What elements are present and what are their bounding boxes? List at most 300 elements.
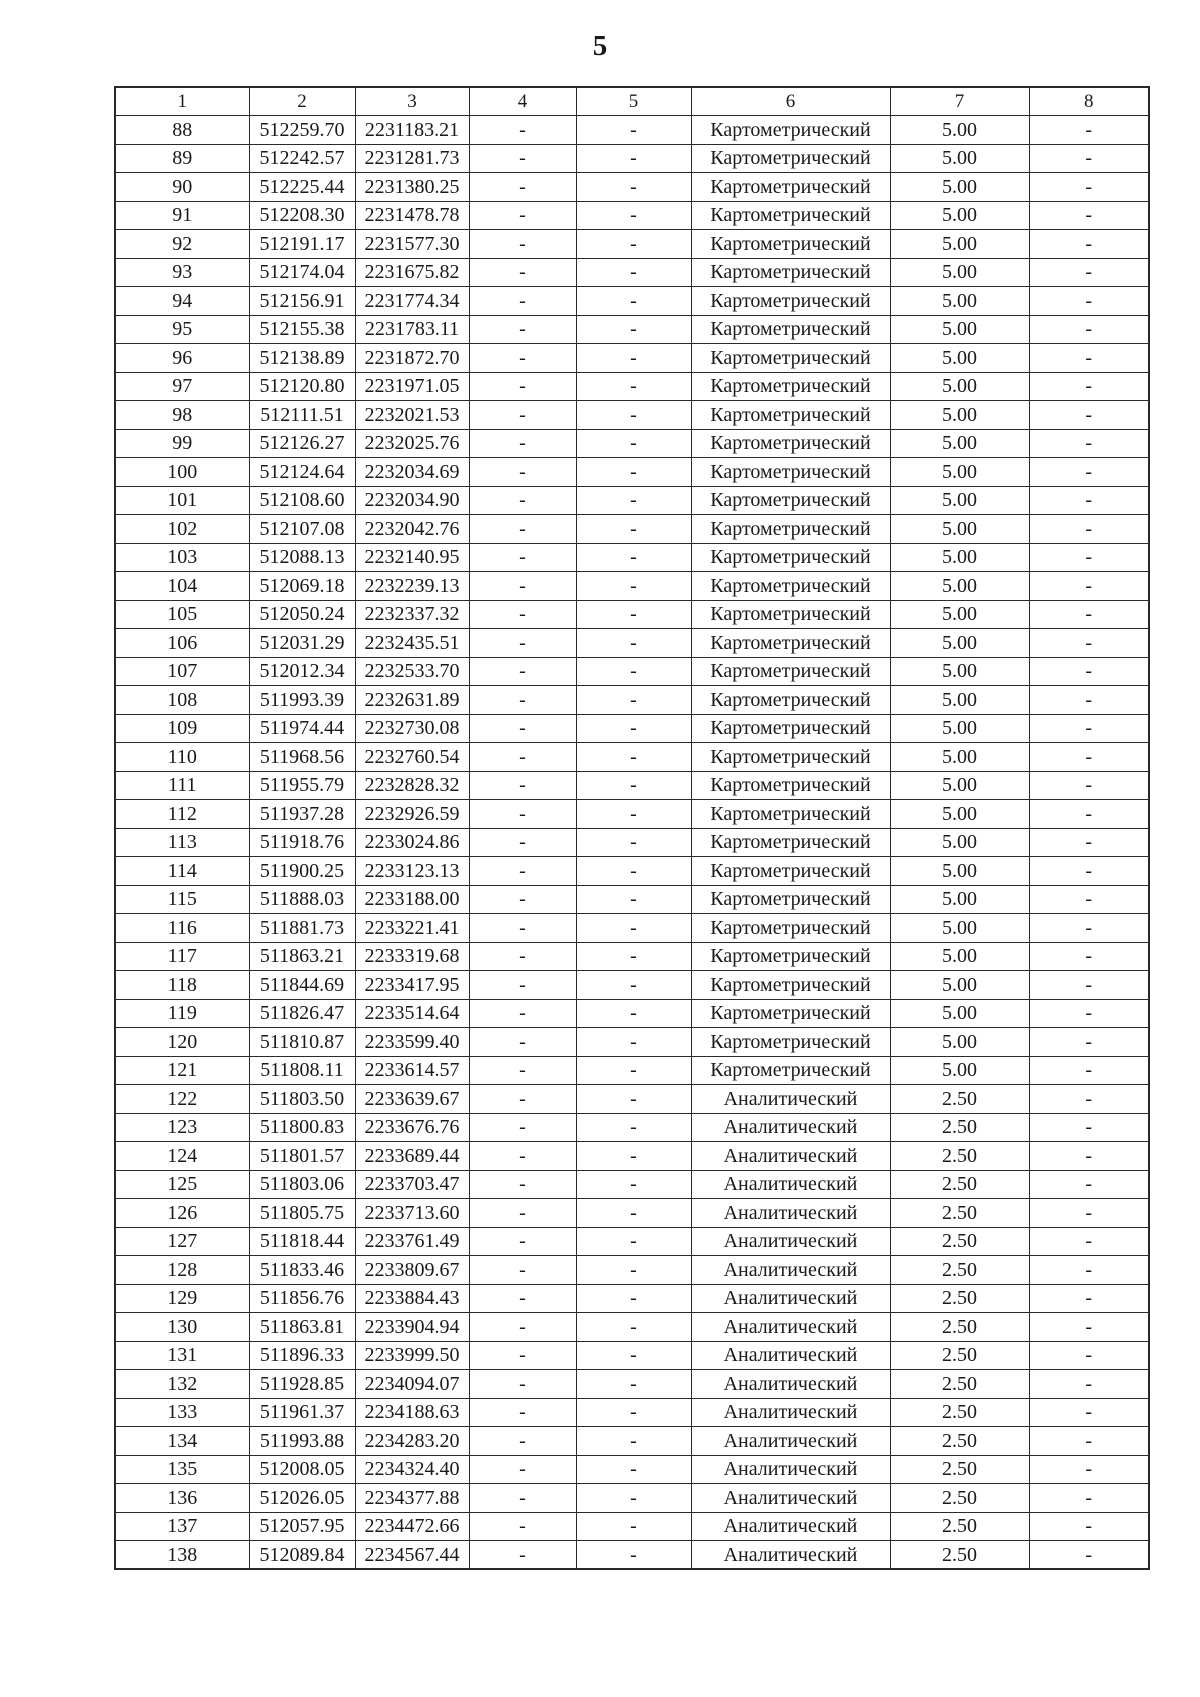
method-cell: Картометрический [691,657,890,686]
accuracy-cell: 2.50 [890,1341,1029,1370]
column-5-cell: - [576,1341,691,1370]
column-8-cell: - [1029,1085,1149,1114]
y-coordinate-cell: 2234324.40 [355,1455,469,1484]
y-coordinate-cell: 2232034.90 [355,486,469,515]
accuracy-cell: 2.50 [890,1284,1029,1313]
column-4-cell: - [469,543,576,572]
column-header: 2 [249,87,355,116]
accuracy-cell: 2.50 [890,1541,1029,1570]
column-5-cell: - [576,1541,691,1570]
y-coordinate-cell: 2233024.86 [355,828,469,857]
column-4-cell: - [469,714,576,743]
column-8-cell: - [1029,1541,1149,1570]
column-8-cell: - [1029,1398,1149,1427]
x-coordinate-cell: 511844.69 [249,971,355,1000]
x-coordinate-cell: 511826.47 [249,999,355,1028]
table-row [115,1142,1149,1171]
y-coordinate-cell: 2233904.94 [355,1313,469,1342]
table-row [115,1455,1149,1484]
method-cell: Картометрический [691,629,890,658]
column-8-cell: - [1029,771,1149,800]
y-coordinate-cell: 2233417.95 [355,971,469,1000]
column-5-cell: - [576,258,691,287]
accuracy-cell: 2.50 [890,1085,1029,1114]
accuracy-cell: 5.00 [890,258,1029,287]
x-coordinate-cell: 511937.28 [249,800,355,829]
table-row [115,1199,1149,1228]
column-4-cell: - [469,942,576,971]
y-coordinate-cell: 2231971.05 [355,372,469,401]
column-4-cell: - [469,1313,576,1342]
column-5-cell: - [576,1455,691,1484]
point-number-cell: 135 [115,1455,249,1484]
column-4-cell: - [469,515,576,544]
column-5-cell: - [576,543,691,572]
y-coordinate-cell: 2233319.68 [355,942,469,971]
method-cell: Картометрический [691,971,890,1000]
column-5-cell: - [576,1170,691,1199]
y-coordinate-cell: 2232533.70 [355,657,469,686]
method-cell: Картометрический [691,230,890,259]
method-cell: Картометрический [691,201,890,230]
table-row [115,828,1149,857]
column-header: 7 [890,87,1029,116]
column-8-cell: - [1029,800,1149,829]
column-4-cell: - [469,629,576,658]
table-row [115,1427,1149,1456]
accuracy-cell: 2.50 [890,1170,1029,1199]
accuracy-cell: 5.00 [890,771,1029,800]
column-8-cell: - [1029,1256,1149,1285]
accuracy-cell: 5.00 [890,287,1029,316]
column-5-cell: - [576,714,691,743]
column-5-cell: - [576,1256,691,1285]
column-8-cell: - [1029,401,1149,430]
column-5-cell: - [576,600,691,629]
column-8-cell: - [1029,344,1149,373]
column-4-cell: - [469,1085,576,1114]
point-number-cell: 94 [115,287,249,316]
method-cell: Картометрический [691,743,890,772]
method-cell: Картометрический [691,515,890,544]
x-coordinate-cell: 511800.83 [249,1113,355,1142]
column-4-cell: - [469,1113,576,1142]
point-number-cell: 91 [115,201,249,230]
method-cell: Аналитический [691,1199,890,1228]
y-coordinate-cell: 2233689.44 [355,1142,469,1171]
x-coordinate-cell: 512031.29 [249,629,355,658]
x-coordinate-cell: 511888.03 [249,885,355,914]
column-4-cell: - [469,857,576,886]
accuracy-cell: 2.50 [890,1512,1029,1541]
method-cell: Аналитический [691,1085,890,1114]
accuracy-cell: 5.00 [890,572,1029,601]
x-coordinate-cell: 512088.13 [249,543,355,572]
table-row [115,230,1149,259]
table-row [115,686,1149,715]
table-row [115,543,1149,572]
accuracy-cell: 5.00 [890,971,1029,1000]
y-coordinate-cell: 2233188.00 [355,885,469,914]
x-coordinate-cell: 512012.34 [249,657,355,686]
point-number-cell: 89 [115,144,249,173]
column-8-cell: - [1029,828,1149,857]
column-4-cell: - [469,230,576,259]
table-row [115,572,1149,601]
column-4-cell: - [469,1455,576,1484]
y-coordinate-cell: 2232631.89 [355,686,469,715]
method-cell: Картометрический [691,1028,890,1057]
column-8-cell: - [1029,999,1149,1028]
column-8-cell: - [1029,258,1149,287]
method-cell: Картометрический [691,287,890,316]
x-coordinate-cell: 511955.79 [249,771,355,800]
table-body [115,116,1149,1570]
x-coordinate-cell: 512156.91 [249,287,355,316]
column-5-cell: - [576,828,691,857]
accuracy-cell: 2.50 [890,1427,1029,1456]
accuracy-cell: 5.00 [890,686,1029,715]
column-8-cell: - [1029,857,1149,886]
method-cell: Аналитический [691,1341,890,1370]
point-number-cell: 99 [115,429,249,458]
column-5-cell: - [576,1284,691,1313]
method-cell: Аналитический [691,1113,890,1142]
method-cell: Картометрический [691,458,890,487]
column-8-cell: - [1029,1028,1149,1057]
column-4-cell: - [469,201,576,230]
y-coordinate-cell: 2231675.82 [355,258,469,287]
accuracy-cell: 5.00 [890,600,1029,629]
method-cell: Картометрический [691,800,890,829]
y-coordinate-cell: 2231281.73 [355,144,469,173]
x-coordinate-cell: 512120.80 [249,372,355,401]
column-8-cell: - [1029,515,1149,544]
y-coordinate-cell: 2232337.32 [355,600,469,629]
point-number-cell: 127 [115,1227,249,1256]
table-row [115,173,1149,202]
method-cell: Аналитический [691,1484,890,1513]
column-5-cell: - [576,942,691,971]
column-4-cell: - [469,144,576,173]
column-4-cell: - [469,344,576,373]
table-row [115,401,1149,430]
column-4-cell: - [469,686,576,715]
column-4-cell: - [469,572,576,601]
column-4-cell: - [469,458,576,487]
column-header: 4 [469,87,576,116]
column-8-cell: - [1029,885,1149,914]
accuracy-cell: 5.00 [890,857,1029,886]
table-row [115,771,1149,800]
y-coordinate-cell: 2233884.43 [355,1284,469,1313]
point-number-cell: 102 [115,515,249,544]
column-4-cell: - [469,401,576,430]
method-cell: Картометрический [691,429,890,458]
point-number-cell: 138 [115,1541,249,1570]
x-coordinate-cell: 511818.44 [249,1227,355,1256]
column-4-cell: - [469,999,576,1028]
column-8-cell: - [1029,1455,1149,1484]
point-number-cell: 121 [115,1056,249,1085]
column-5-cell: - [576,1113,691,1142]
accuracy-cell: 5.00 [890,657,1029,686]
x-coordinate-cell: 511803.06 [249,1170,355,1199]
column-5-cell: - [576,173,691,202]
x-coordinate-cell: 511863.81 [249,1313,355,1342]
method-cell: Картометрический [691,572,890,601]
y-coordinate-cell: 2231380.25 [355,173,469,202]
x-coordinate-cell: 511961.37 [249,1398,355,1427]
column-8-cell: - [1029,429,1149,458]
table-row [115,515,1149,544]
y-coordinate-cell: 2232025.76 [355,429,469,458]
method-cell: Аналитический [691,1455,890,1484]
point-number-cell: 101 [115,486,249,515]
method-cell: Картометрический [691,344,890,373]
y-coordinate-cell: 2231183.21 [355,116,469,145]
column-5-cell: - [576,1056,691,1085]
x-coordinate-cell: 512191.17 [249,230,355,259]
x-coordinate-cell: 511928.85 [249,1370,355,1399]
point-number-cell: 137 [115,1512,249,1541]
x-coordinate-cell: 512174.04 [249,258,355,287]
table-row [115,1056,1149,1085]
column-5-cell: - [576,1085,691,1114]
accuracy-cell: 5.00 [890,344,1029,373]
column-5-cell: - [576,1484,691,1513]
point-number-cell: 116 [115,914,249,943]
table-row [115,1113,1149,1142]
y-coordinate-cell: 2233123.13 [355,857,469,886]
column-4-cell: - [469,116,576,145]
point-number-cell: 112 [115,800,249,829]
x-coordinate-cell: 512008.05 [249,1455,355,1484]
x-coordinate-cell: 511810.87 [249,1028,355,1057]
point-number-cell: 136 [115,1484,249,1513]
table-row [115,714,1149,743]
column-4-cell: - [469,1341,576,1370]
x-coordinate-cell: 511881.73 [249,914,355,943]
y-coordinate-cell: 2233614.57 [355,1056,469,1085]
column-4-cell: - [469,1056,576,1085]
x-coordinate-cell: 512108.60 [249,486,355,515]
x-coordinate-cell: 511833.46 [249,1256,355,1285]
column-8-cell: - [1029,942,1149,971]
column-5-cell: - [576,429,691,458]
column-5-cell: - [576,287,691,316]
column-8-cell: - [1029,458,1149,487]
accuracy-cell: 5.00 [890,914,1029,943]
table-row [115,1512,1149,1541]
table-row [115,885,1149,914]
column-5-cell: - [576,344,691,373]
accuracy-cell: 2.50 [890,1227,1029,1256]
point-number-cell: 118 [115,971,249,1000]
method-cell: Аналитический [691,1170,890,1199]
column-4-cell: - [469,287,576,316]
point-number-cell: 123 [115,1113,249,1142]
x-coordinate-cell: 511856.76 [249,1284,355,1313]
column-5-cell: - [576,1199,691,1228]
table-row [115,116,1149,145]
y-coordinate-cell: 2234283.20 [355,1427,469,1456]
column-4-cell: - [469,971,576,1000]
method-cell: Картометрический [691,828,890,857]
y-coordinate-cell: 2232926.59 [355,800,469,829]
column-4-cell: - [469,1256,576,1285]
x-coordinate-cell: 512089.84 [249,1541,355,1570]
column-4-cell: - [469,1541,576,1570]
column-8-cell: - [1029,657,1149,686]
table-row [115,287,1149,316]
table-row [115,1484,1149,1513]
point-number-cell: 90 [115,173,249,202]
x-coordinate-cell: 512259.70 [249,116,355,145]
column-4-cell: - [469,1142,576,1171]
y-coordinate-cell: 2232760.54 [355,743,469,772]
column-8-cell: - [1029,1142,1149,1171]
column-5-cell: - [576,999,691,1028]
table-row [115,429,1149,458]
method-cell: Аналитический [691,1227,890,1256]
method-cell: Картометрический [691,942,890,971]
table-row [115,1398,1149,1427]
column-8-cell: - [1029,1370,1149,1399]
y-coordinate-cell: 2232042.76 [355,515,469,544]
x-coordinate-cell: 512107.08 [249,515,355,544]
y-coordinate-cell: 2231774.34 [355,287,469,316]
column-4-cell: - [469,258,576,287]
table-row [115,315,1149,344]
column-8-cell: - [1029,971,1149,1000]
y-coordinate-cell: 2234472.66 [355,1512,469,1541]
point-number-cell: 130 [115,1313,249,1342]
column-4-cell: - [469,315,576,344]
column-8-cell: - [1029,686,1149,715]
table-row [115,486,1149,515]
x-coordinate-cell: 512155.38 [249,315,355,344]
point-number-cell: 125 [115,1170,249,1199]
x-coordinate-cell: 512050.24 [249,600,355,629]
accuracy-cell: 5.00 [890,885,1029,914]
point-number-cell: 124 [115,1142,249,1171]
column-8-cell: - [1029,714,1149,743]
y-coordinate-cell: 2231872.70 [355,344,469,373]
column-8-cell: - [1029,116,1149,145]
column-8-cell: - [1029,1199,1149,1228]
method-cell: Картометрический [691,372,890,401]
column-5-cell: - [576,486,691,515]
column-5-cell: - [576,144,691,173]
accuracy-cell: 2.50 [890,1313,1029,1342]
column-4-cell: - [469,1028,576,1057]
column-5-cell: - [576,800,691,829]
point-number-cell: 128 [115,1256,249,1285]
point-number-cell: 132 [115,1370,249,1399]
method-cell: Картометрический [691,714,890,743]
accuracy-cell: 5.00 [890,458,1029,487]
table-row [115,344,1149,373]
method-cell: Картометрический [691,1056,890,1085]
point-number-cell: 100 [115,458,249,487]
accuracy-cell: 2.50 [890,1455,1029,1484]
y-coordinate-cell: 2233761.49 [355,1227,469,1256]
x-coordinate-cell: 512057.95 [249,1512,355,1541]
method-cell: Картометрический [691,116,890,145]
column-5-cell: - [576,572,691,601]
table-row [115,258,1149,287]
method-cell: Картометрический [691,686,890,715]
table-row [115,657,1149,686]
column-8-cell: - [1029,287,1149,316]
accuracy-cell: 2.50 [890,1256,1029,1285]
point-number-cell: 126 [115,1199,249,1228]
accuracy-cell: 5.00 [890,828,1029,857]
point-number-cell: 110 [115,743,249,772]
point-number-cell: 119 [115,999,249,1028]
column-8-cell: - [1029,1284,1149,1313]
x-coordinate-cell: 511918.76 [249,828,355,857]
column-8-cell: - [1029,230,1149,259]
table-row [115,857,1149,886]
accuracy-cell: 5.00 [890,230,1029,259]
point-number-cell: 120 [115,1028,249,1057]
column-5-cell: - [576,116,691,145]
accuracy-cell: 5.00 [890,401,1029,430]
column-5-cell: - [576,857,691,886]
column-4-cell: - [469,1199,576,1228]
table-row [115,629,1149,658]
column-4-cell: - [469,1370,576,1399]
column-5-cell: - [576,1142,691,1171]
point-number-cell: 93 [115,258,249,287]
accuracy-cell: 5.00 [890,714,1029,743]
point-number-cell: 114 [115,857,249,886]
table-row [115,800,1149,829]
column-4-cell: - [469,600,576,629]
x-coordinate-cell: 512126.27 [249,429,355,458]
table-header-row [115,87,1149,116]
accuracy-cell: 5.00 [890,800,1029,829]
y-coordinate-cell: 2234377.88 [355,1484,469,1513]
y-coordinate-cell: 2232828.32 [355,771,469,800]
column-4-cell: - [469,914,576,943]
point-number-cell: 103 [115,543,249,572]
point-number-cell: 107 [115,657,249,686]
accuracy-cell: 5.00 [890,315,1029,344]
x-coordinate-cell: 511896.33 [249,1341,355,1370]
column-8-cell: - [1029,486,1149,515]
column-4-cell: - [469,1484,576,1513]
y-coordinate-cell: 2232730.08 [355,714,469,743]
x-coordinate-cell: 511803.50 [249,1085,355,1114]
column-4-cell: - [469,828,576,857]
table-row [115,971,1149,1000]
column-8-cell: - [1029,1056,1149,1085]
point-number-cell: 122 [115,1085,249,1114]
accuracy-cell: 5.00 [890,543,1029,572]
method-cell: Картометрический [691,999,890,1028]
column-4-cell: - [469,372,576,401]
accuracy-cell: 2.50 [890,1484,1029,1513]
method-cell: Картометрический [691,258,890,287]
y-coordinate-cell: 2231577.30 [355,230,469,259]
accuracy-cell: 2.50 [890,1199,1029,1228]
y-coordinate-cell: 2232034.69 [355,458,469,487]
column-4-cell: - [469,1227,576,1256]
column-8-cell: - [1029,315,1149,344]
